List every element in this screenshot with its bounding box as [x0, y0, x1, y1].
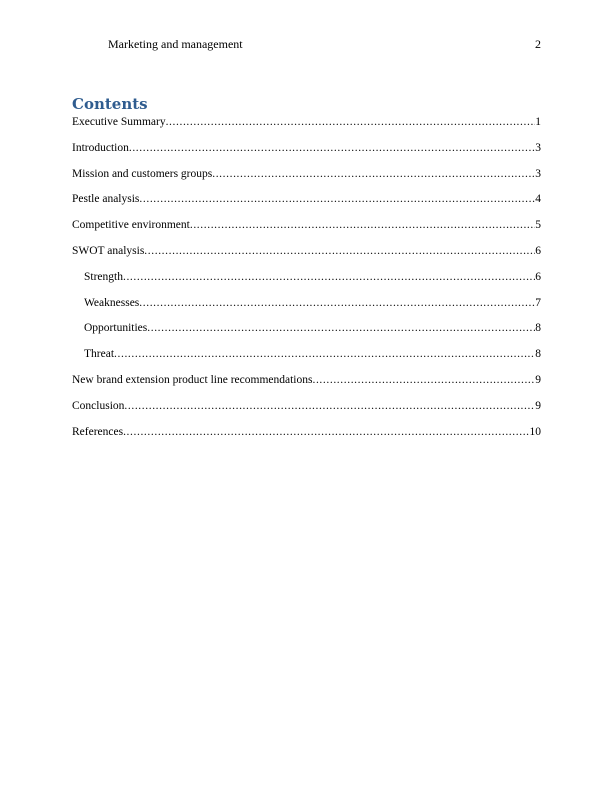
toc-leader-dots	[147, 321, 535, 336]
toc-entry-pestle-analysis[interactable]	[72, 192, 541, 218]
header-page-number: 2	[535, 37, 541, 51]
header-title: Marketing and management	[108, 37, 243, 51]
toc-entry-strength[interactable]	[72, 270, 541, 296]
toc-leader-dots	[166, 115, 536, 130]
toc-entry-competitive-environment[interactable]	[72, 218, 541, 244]
toc-entry-threat[interactable]	[72, 347, 541, 373]
toc-leader-dots	[312, 373, 535, 388]
toc-entry-label: SWOT analysis	[72, 244, 145, 257]
toc-leader-dots	[212, 167, 535, 182]
toc-leader-dots	[139, 192, 535, 207]
toc-leader-dots	[123, 425, 529, 440]
toc-entry-page: 5	[535, 219, 541, 232]
toc-entry-label: Strength	[84, 270, 123, 283]
toc-entry-page: 1	[535, 116, 541, 128]
toc-entry-weaknesses[interactable]	[72, 296, 541, 322]
toc-leader-dots	[124, 399, 535, 414]
toc-entry-new-brand-extension[interactable]	[72, 373, 541, 399]
toc-entry-page: 9	[535, 373, 541, 386]
toc-entry-introduction[interactable]	[72, 141, 541, 167]
toc-entry-label: References	[72, 425, 124, 438]
toc-entry-page: 9	[535, 399, 541, 412]
toc-entry-swot-analysis[interactable]	[72, 244, 541, 270]
toc-leader-dots	[114, 347, 535, 362]
toc-entry-page: 7	[535, 296, 541, 309]
toc-entry-page: 3	[535, 167, 541, 180]
toc-leader-dots	[144, 244, 535, 259]
toc-entry-references[interactable]	[72, 425, 541, 451]
toc-entry-label: Introduction	[72, 141, 129, 154]
toc-entry-page: 6	[535, 270, 541, 283]
toc-entry-page: 8	[535, 322, 541, 335]
toc-entry-label: Conclusion	[72, 399, 125, 412]
toc-entry-mission-and-customers-groups[interactable]	[72, 167, 541, 193]
toc-entry-label: Mission and customers groups	[72, 167, 213, 180]
toc-leader-dots	[190, 218, 535, 233]
toc-entry-label: Opportunities	[84, 322, 148, 335]
toc-entry-page: 8	[535, 348, 541, 361]
toc-entry-label: Threat	[84, 348, 115, 361]
toc-entry-label: New brand extension product line recommendations	[72, 373, 313, 386]
toc-entry-label: Competitive environment	[72, 219, 190, 232]
toc-entry-page: 3	[535, 141, 541, 154]
toc-entry-page: 6	[535, 244, 541, 257]
toc-entry-executive-summary[interactable]	[72, 115, 541, 141]
toc-entry-page: 10	[529, 425, 541, 438]
toc-entry-page: 4	[535, 193, 541, 206]
toc-leader-dots	[139, 296, 535, 311]
toc-entry-label: Executive Summary	[72, 116, 166, 128]
toc-leader-dots	[123, 270, 535, 285]
toc-entry-label: Pestle analysis	[72, 193, 140, 206]
toc-entry-opportunities[interactable]	[72, 321, 541, 347]
table-of-contents	[72, 115, 541, 450]
page-header	[108, 36, 541, 52]
toc-heading: Contents	[72, 95, 148, 113]
toc-entry-label: Weaknesses	[84, 296, 140, 309]
toc-entry-conclusion[interactable]	[72, 399, 541, 425]
toc-leader-dots	[129, 141, 535, 156]
